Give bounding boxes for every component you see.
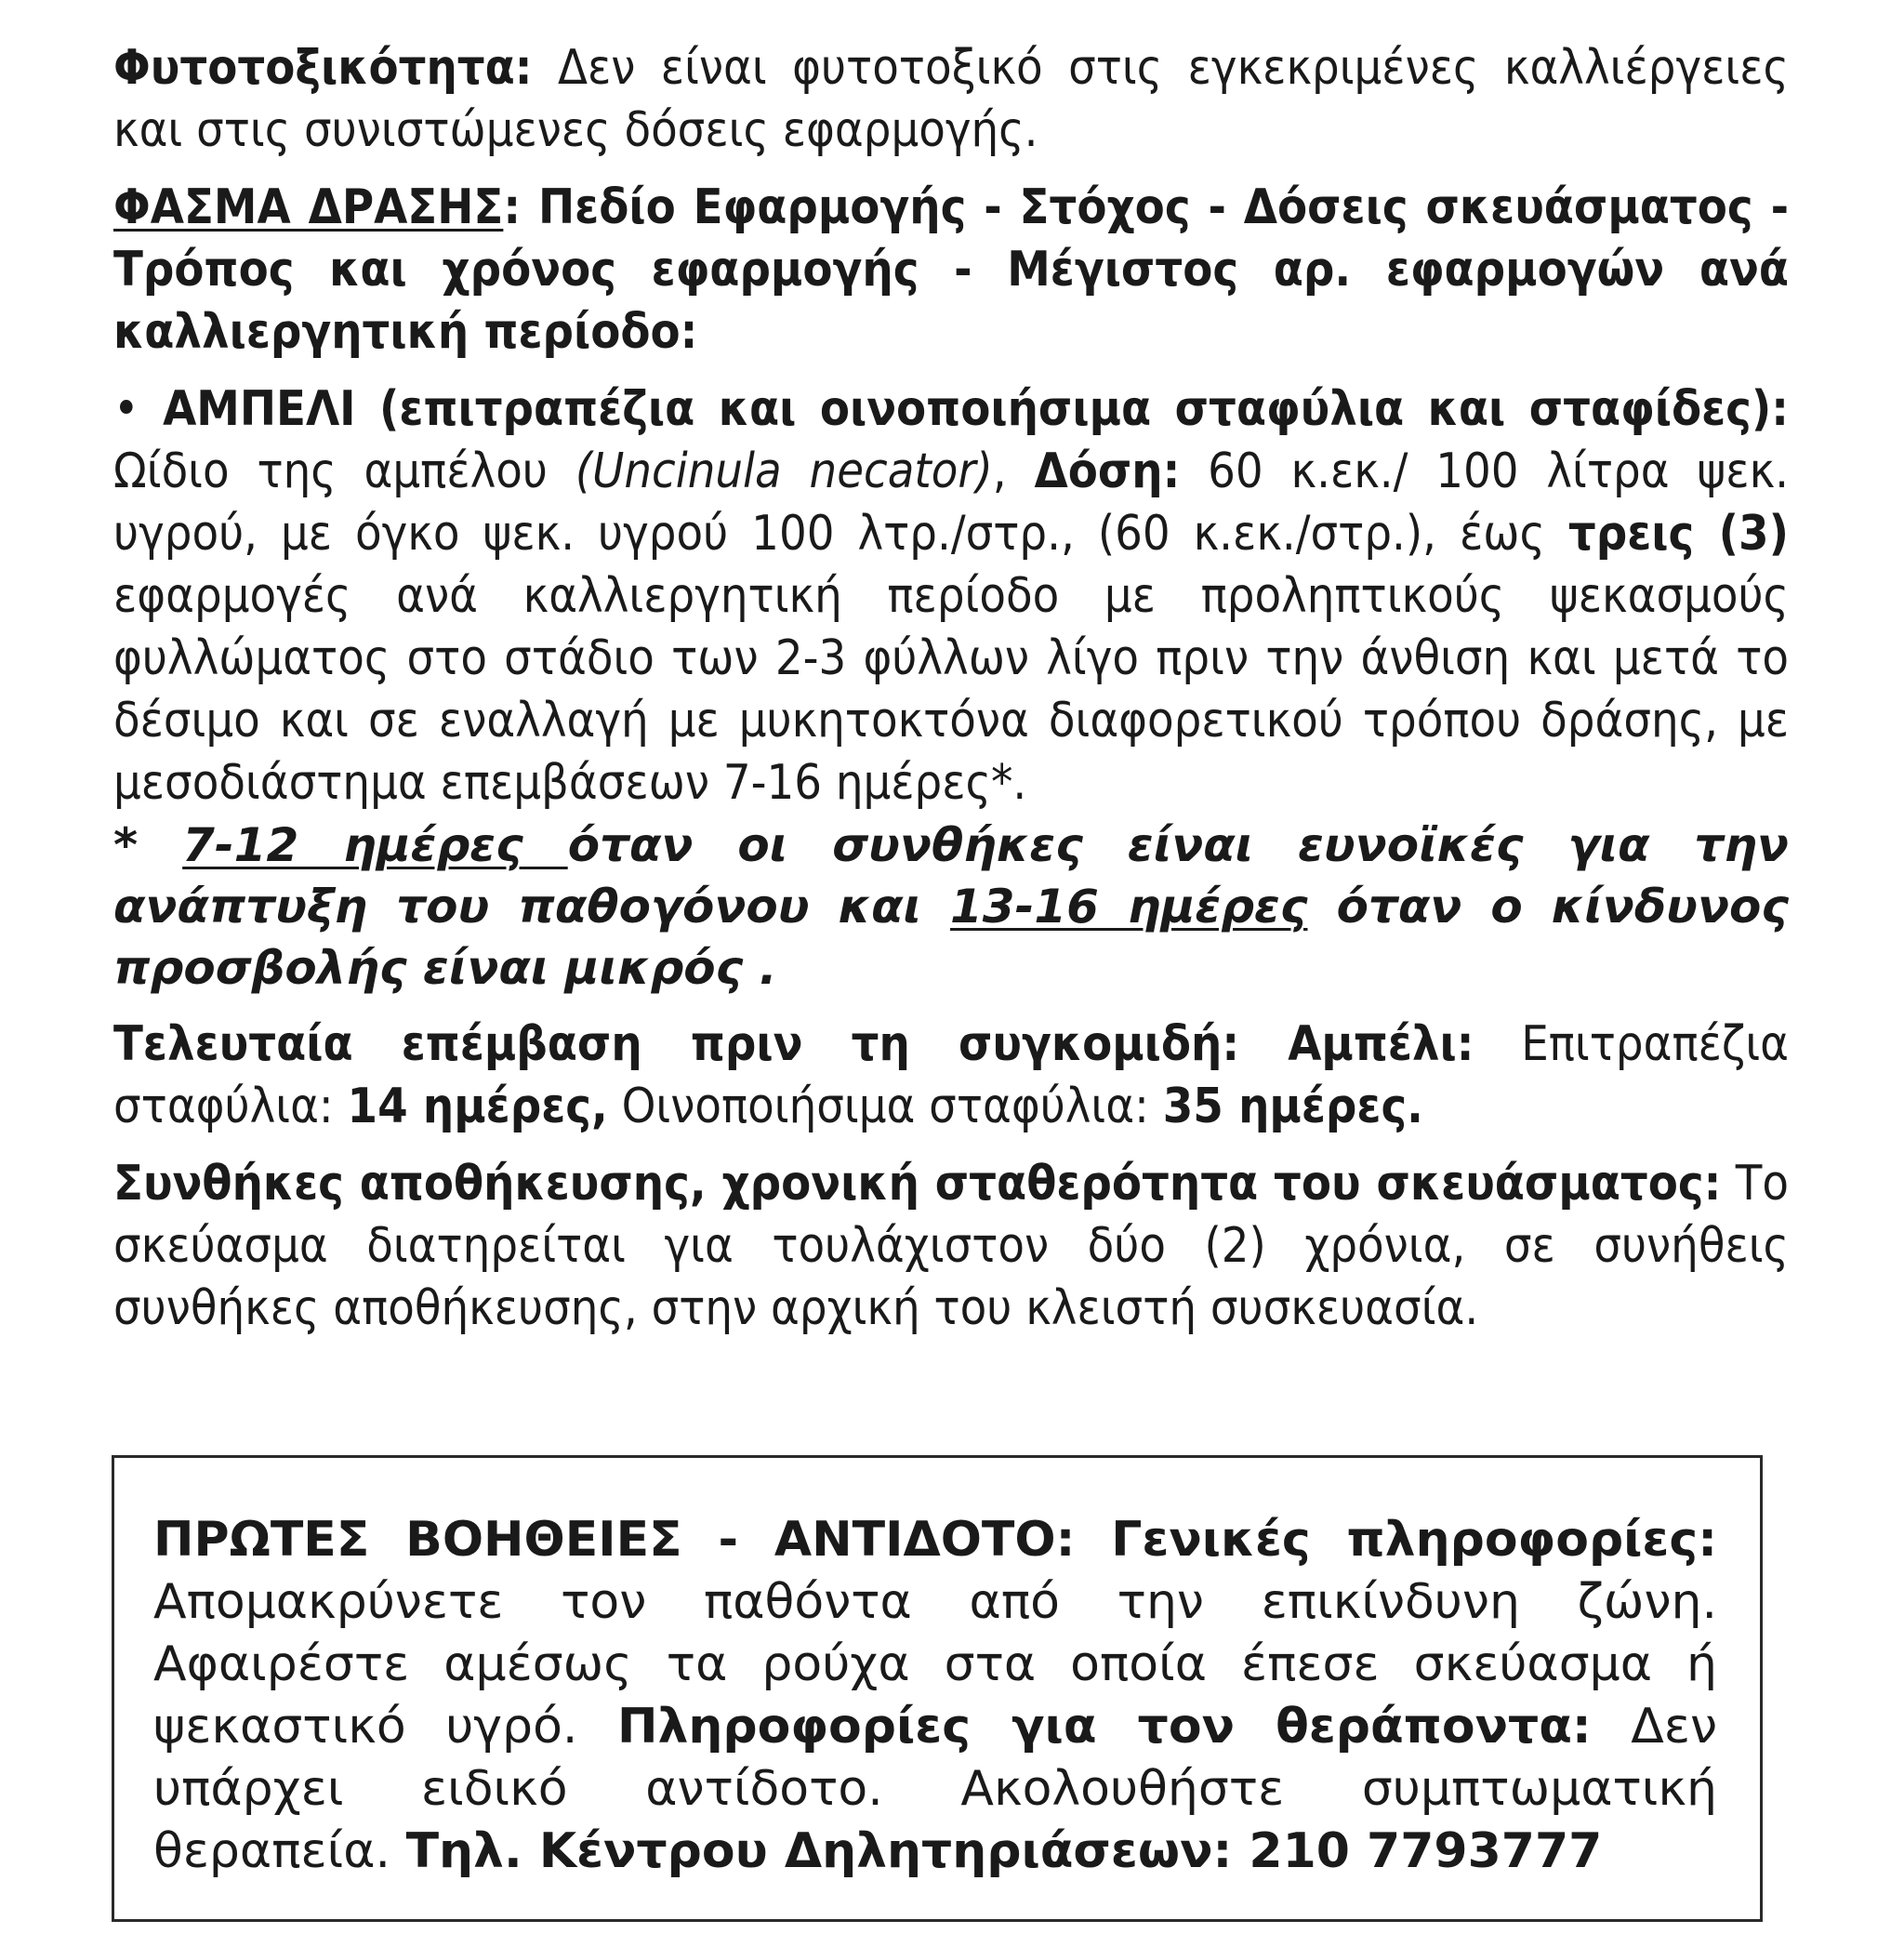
phytotoxicity-text: Δεν είναι φυτοτοξικό στις εγκεκριμένες καλλιέργειες και στις συνιστώμενες δόσεις εφαρμογής. [113, 40, 1789, 158]
storage-paragraph [113, 1153, 1789, 1340]
spectrum-heading: ΦΑΣΜΑ ΔΡΑΣΗΣ [113, 179, 504, 235]
footnote-days-1: 7-12 ημέρες [182, 818, 568, 872]
storage-text: Το σκεύασμα διατηρείται για τουλάχιστον δύο (2) χρόνια, σε συνήθεις συνθήκες αποθήκευσης, στην αρχική του κλειστή συσκευασία. [113, 1156, 1789, 1336]
spectrum-paragraph [113, 177, 1789, 364]
general-info-text: Απομακρύνετε τον παθόντα από την επικίνδυνη ζώνη. Αφαιρέστε αμέσως τα ρούχα στα οποία έπεσε σκεύασμα ή ψεκαστικό υγρό. [153, 1574, 1717, 1755]
footnote-text-2: όταν ο κίνδυνος προσβολής είναι μικρός . [113, 880, 1789, 995]
doctor-info-label: Πληροφορίες για τον θεράποντα: [616, 1699, 1592, 1755]
first-aid-label: ΠΡΩΤΕΣ ΒΟΗΘΕΙΕΣ - ΑΝΤΙΔΟΤΟ: [153, 1512, 1076, 1568]
wine-grapes-days: 35 ημέρες. [1162, 1079, 1423, 1134]
footnote-text-1: όταν οι συνθήκες είναι ευνοϊκές για την ανάπτυξη του παθογόνου και [113, 818, 1789, 934]
vine-pathogen: (Uncinula necator) [575, 444, 993, 499]
applications-count: τρεις (3) [1567, 506, 1789, 562]
dose-label: Δόση: [1034, 444, 1181, 499]
table-grapes-label: Επιτραπέζια σταφύλια: [113, 1016, 1790, 1134]
phytotoxicity-paragraph [113, 37, 1789, 162]
first-aid-box [112, 1455, 1763, 1922]
storage-label: Συνθήκες αποθήκευσης, χρονική σταθερότητα του σκευάσματος: [113, 1156, 1722, 1212]
general-info-label: Γενικές πληροφορίες: [1075, 1512, 1717, 1568]
wine-grapes-label: Οινοποιήσιμα σταφύλια: [607, 1079, 1163, 1134]
doctor-info-text: Δεν υπάρχει ειδικό αντίδοτο. Ακολουθήστε συμπτωματική θεραπεία. [153, 1699, 1717, 1879]
vine-rest: εφαρμογές ανά καλλιεργητική περίοδο με προληπτικούς ψεκασμούς φυλλώματος στο στάδιο των 2-3 φύλλων λίγο πριν την άνθιση και μετά το δέσιμο και σε εναλλαγή με μυκητοκτόνα διαφορετικού τρόπου δράσης, με μεσοδιάστημα επεμβάσεων 7-16 ημέρες*. [113, 568, 1789, 811]
vine-crop: ΑΜΠΕΛΙ (επιτραπέζια και οινοποιήσιμα σταφύλια και σταφίδες): [139, 381, 1789, 437]
table-grapes-days: 14 ημέρες, [347, 1079, 608, 1134]
vine-paragraph [113, 378, 1789, 815]
footnote-days-2: 13-16 ημέρες [950, 880, 1308, 934]
phytotoxicity-label: Φυτοτοξικότητα: [113, 40, 533, 96]
last-application-paragraph [113, 1013, 1789, 1138]
vine-disease: Ωίδιο της αμπέλου [113, 444, 575, 499]
label-text-page [113, 37, 1789, 1355]
footnote-paragraph [113, 815, 1789, 999]
first-aid-paragraph [153, 1509, 1717, 1883]
last-application-label: Τελευταία επέμβαση πριν τη συγκομιδή: Αμπέλι: [113, 1016, 1474, 1072]
spectrum-heading-rest: : Πεδίο Εφαρμογής - Στόχος - Δόσεις σκευάσματος - Τρόπος και χρόνος εφαρμογής - Μέγιστος αρ. εφαρμογών ανά καλλιεργητική περίοδο: [113, 179, 1789, 360]
bullet-icon: • [113, 381, 139, 437]
footnote-star: * [113, 818, 183, 872]
vine-comma: , [992, 444, 1035, 499]
dose-text: 60 κ.εκ./ 100 λίτρα ψεκ. υγρού, με όγκο ψεκ. υγρού 100 λτρ./στρ., (60 κ.εκ./στρ.), έως [113, 444, 1789, 562]
poison-center-phone: Τηλ. Κέντρου Δηλητηριάσεων: 210 7793777 [405, 1823, 1603, 1879]
